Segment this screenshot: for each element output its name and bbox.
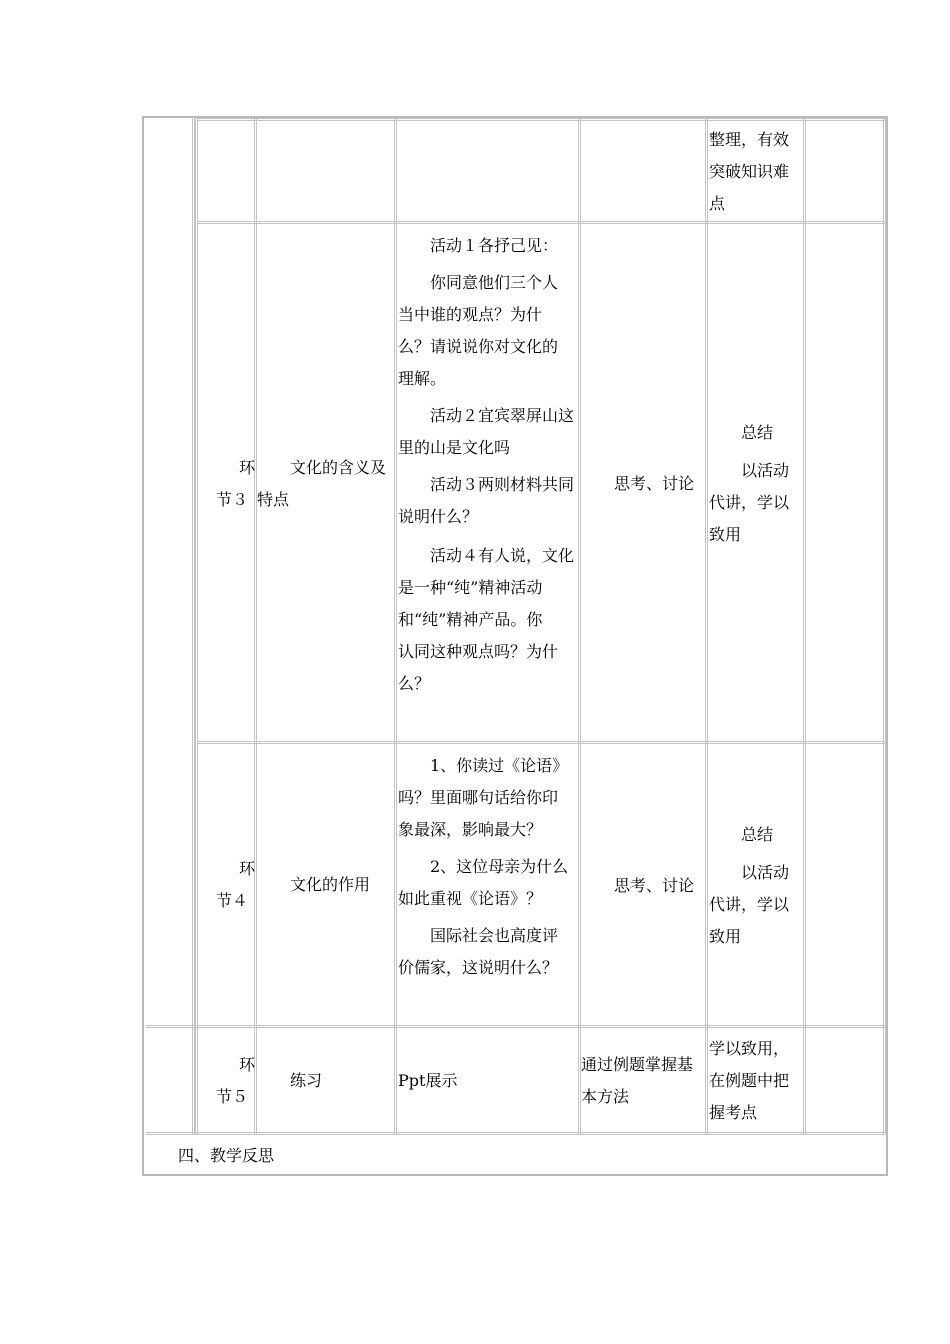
activity-text: 2、这位母亲为什么 [430, 857, 569, 876]
activity-text: 理解。 [398, 369, 447, 388]
content-text: 练习 [290, 1071, 323, 1090]
method-text: 思考、讨论 [614, 876, 695, 895]
step-label: 节４ [216, 891, 249, 910]
activity-text: 国际社会也高度评 [430, 926, 559, 945]
evaluation-text: 致用 [709, 525, 742, 544]
column-divider [803, 118, 806, 1134]
activity-text: 你同意他们三个人 [430, 273, 559, 292]
step-label: 环 [239, 458, 256, 477]
column-divider [705, 118, 708, 1134]
evaluation-text: 握考点 [709, 1103, 758, 1122]
evaluation-text: 以活动 [741, 461, 790, 480]
content-text: 文化的作用 [290, 875, 371, 894]
evaluation-text: 总结 [741, 825, 774, 844]
evaluation-text: 代讲，学以 [709, 895, 790, 914]
method-text: 通过例题掌握基 [581, 1055, 694, 1074]
activity-text: 里的山是文化吗 [398, 438, 511, 457]
step-label: 节３ [216, 490, 249, 509]
content-text: 文化的含义及 [290, 458, 387, 477]
activity-text: 么？请说说你对文化的 [398, 337, 559, 356]
activity-text: 说明什么？ [398, 507, 479, 526]
activity-text: 活动２宜宾翠屏山这 [430, 406, 575, 425]
activity-text: 如此重视《论语》？ [398, 889, 543, 908]
row-divider [197, 118, 885, 121]
activity-text: 活动３两则材料共同 [430, 475, 575, 494]
column-divider [254, 118, 257, 1134]
activity-text: 1、你读过《论语》 [430, 756, 569, 775]
method-text: 本方法 [581, 1087, 630, 1106]
step-label: 环 [239, 1055, 256, 1074]
method-text: 思考、讨论 [614, 474, 695, 493]
evaluation-text: 突破知识难 [709, 162, 790, 181]
evaluation-text: 点 [709, 194, 726, 213]
activity-text: 是一种“纯”精神活动 [398, 578, 543, 597]
row-divider [197, 221, 885, 224]
activity-text: 活动１各抒己见： [430, 236, 559, 255]
activity-text: Ppt展示 [398, 1071, 458, 1090]
activity-text: 象最深，影响最大？ [398, 820, 543, 839]
column-divider [394, 118, 397, 1134]
evaluation-text: 整理，有效 [709, 130, 790, 149]
activity-text: 么？ [398, 674, 431, 693]
step-label: 节５ [216, 1087, 249, 1106]
evaluation-text: 以活动 [741, 863, 790, 882]
column-divider [883, 118, 886, 1134]
evaluation-text: 学以致用， [709, 1039, 790, 1058]
column-divider [195, 118, 198, 1134]
evaluation-text: 在例题中把 [709, 1071, 790, 1090]
row-divider [197, 741, 885, 744]
activity-text: 和“纯”精神产品。你 [398, 610, 543, 629]
evaluation-text: 致用 [709, 927, 742, 946]
step-label: 环 [239, 859, 256, 878]
activity-text: 价儒家，这说明什么？ [398, 958, 559, 977]
activity-text: 活动４有人说，文化 [430, 546, 575, 565]
evaluation-text: 代讲，学以 [709, 493, 790, 512]
reflection-heading: 四、教学反思 [178, 1146, 275, 1165]
column-divider [578, 118, 581, 1134]
evaluation-text: 总结 [741, 423, 774, 442]
activity-text: 吗？里面哪句话给你印 [398, 788, 559, 807]
activity-text: 当中谁的观点？为什 [398, 305, 543, 324]
activity-text: 认同这种观点吗？为什 [398, 642, 559, 661]
content-text: 特点 [257, 490, 290, 509]
